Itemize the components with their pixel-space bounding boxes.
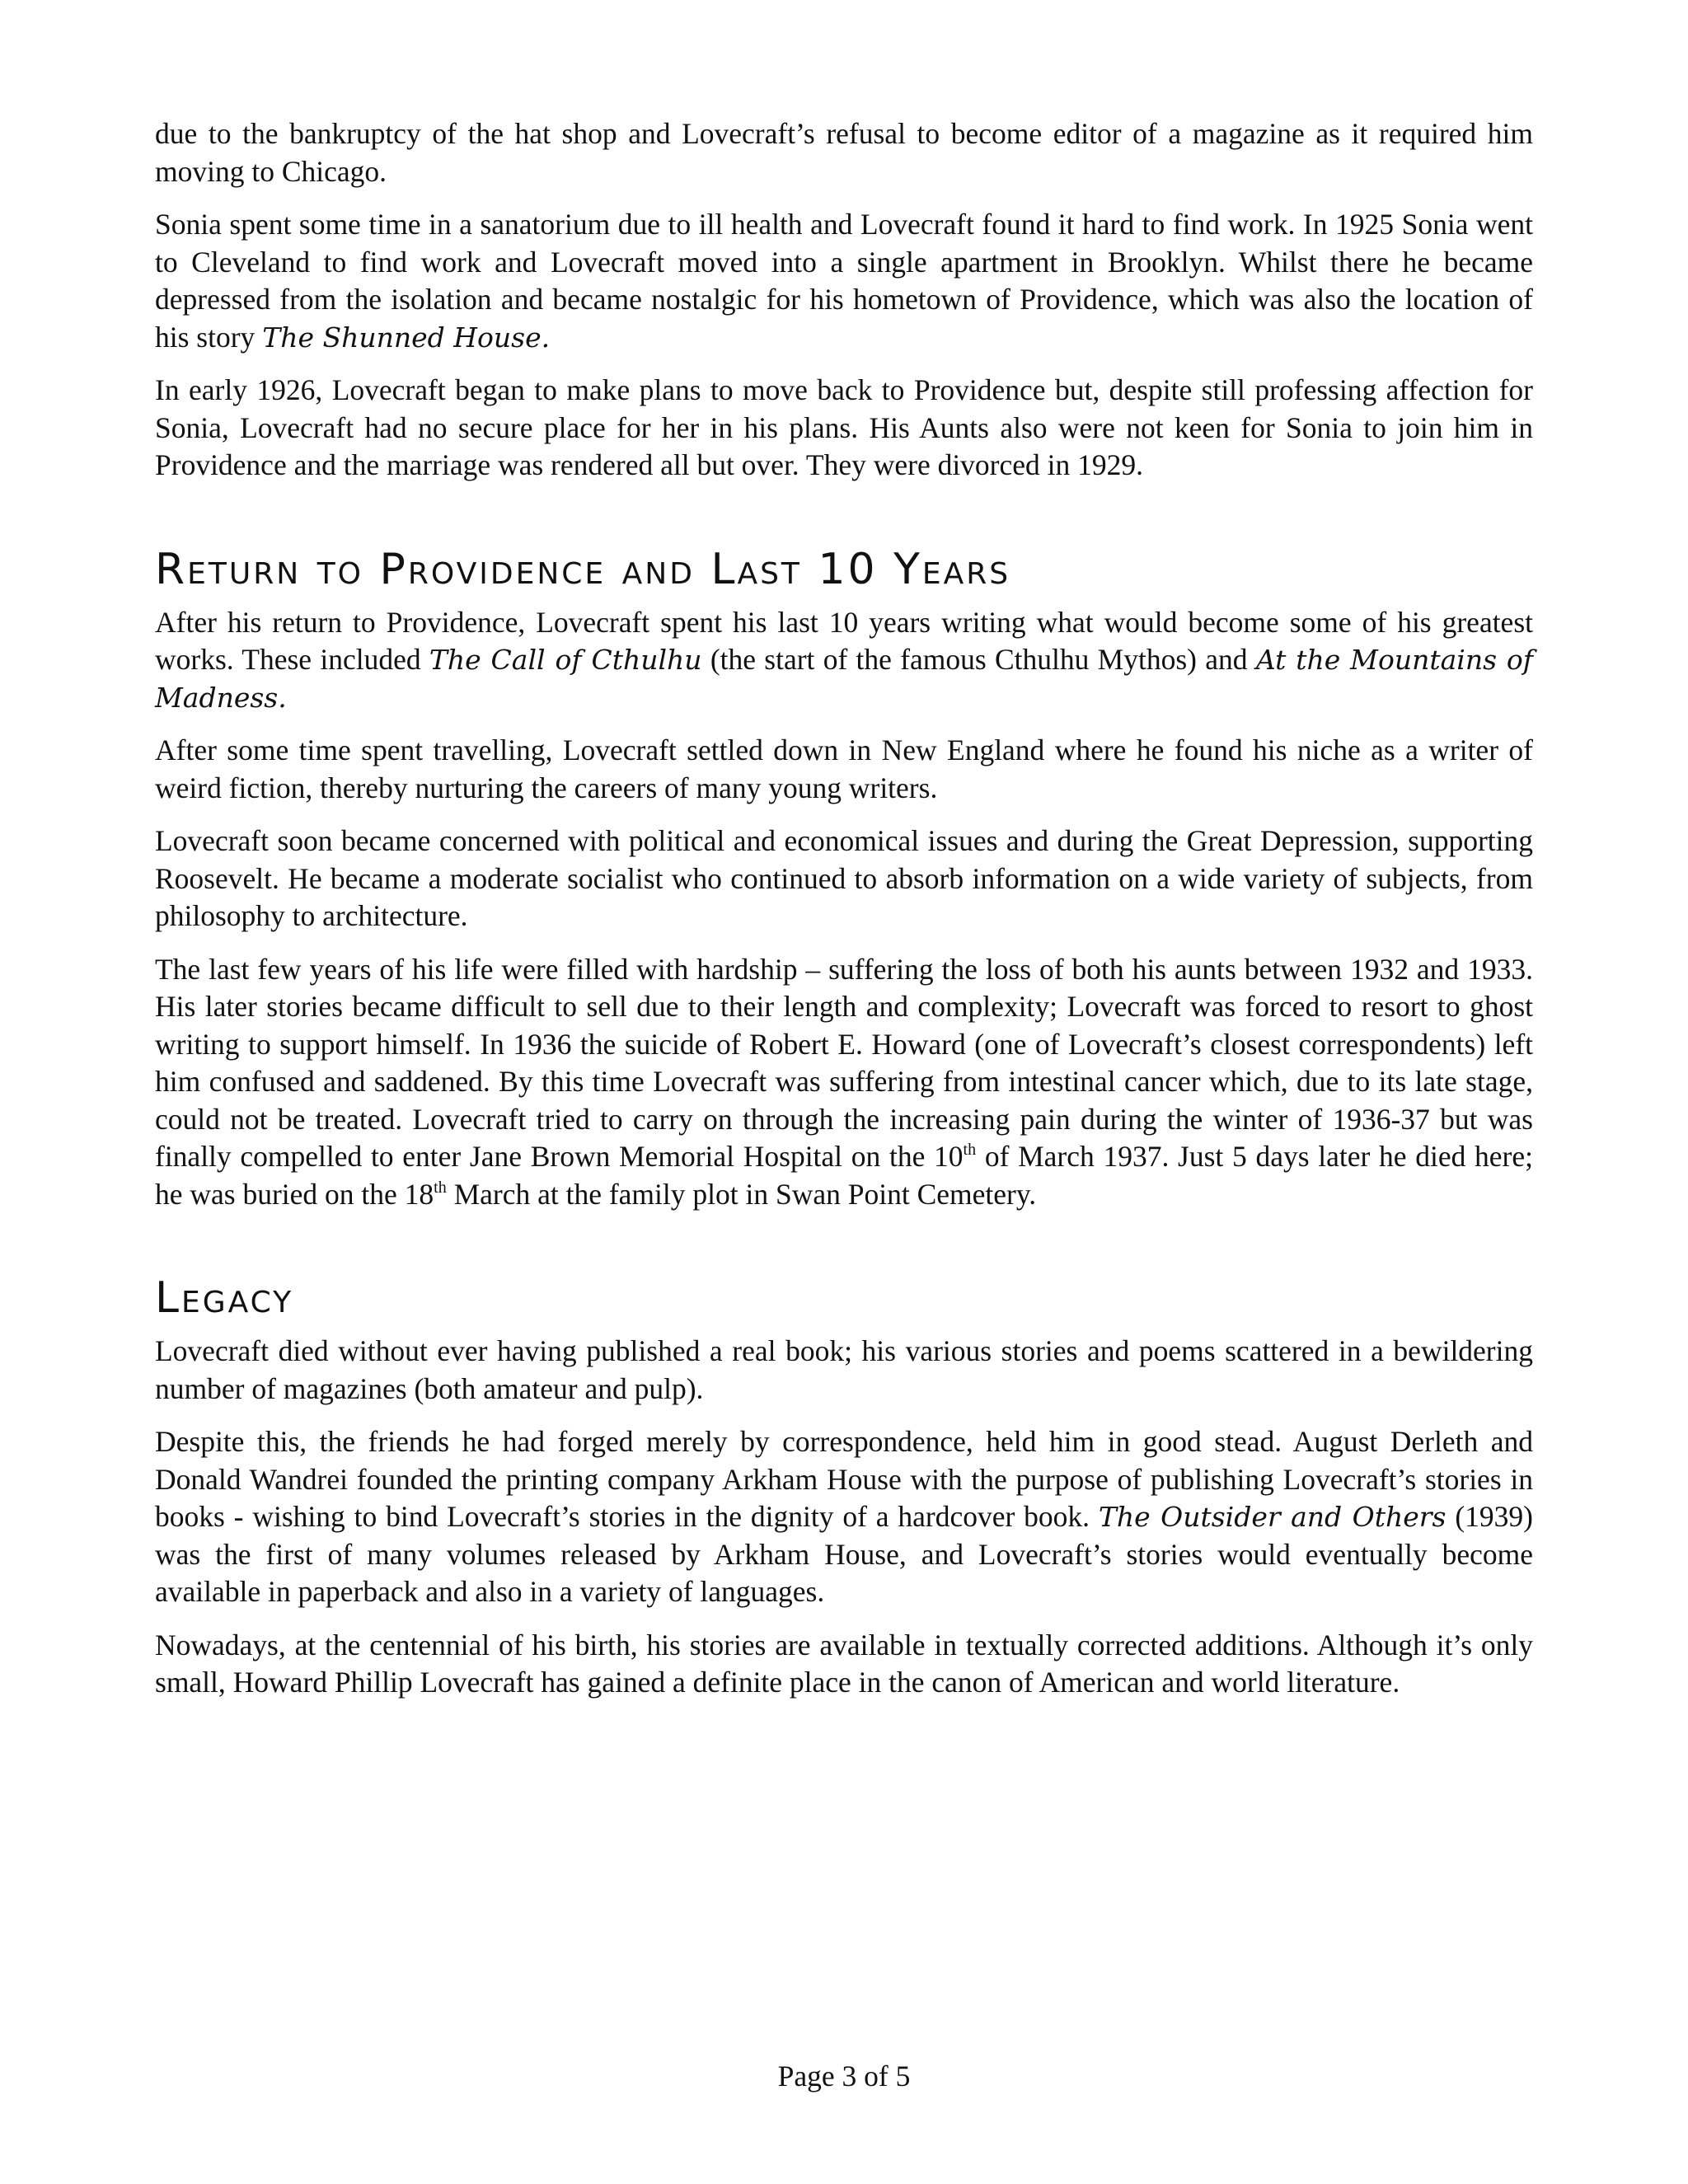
return-paragraph-3: Lovecraft soon became concerned with political and economical issues and during the Great Depression, supporting Roosevelt. He became a moderate socialist who continued to absorb information on a wide variety of subjects, from philosophy to architecture.: [155, 824, 1533, 932]
return-paragraph-2: After some time spent travelling, Lovecraft settled down in New England where he found his niche as a writer of weird fiction, thereby nurturing the careers of many young writers.: [155, 733, 1533, 804]
section-heading-return-to-providence: Return to Providence and Last 10 Years: [155, 544, 1011, 594]
intro-paragraph-3: In early 1926, Lovecraft began to make plans to move back to Providence but, despite still professing affection for Sonia, Lovecraft had no secure place for her in his plans. His Aunts also were not keen for Sonia to join him in Providence and the marriage was rendered all but over. They were divorced in 1929.: [155, 373, 1533, 481]
legacy-paragraph-2-text-a: Despite this, the friends he had forged merely by correspondence, held him in good stead. August Derleth and Donald Wandrei founded the printing company Arkham House with the purpose of publishing Lovecraft’s stories in books - wishing to bind Lovecraft’s stories in the dignity of a hardcover book.: [155, 1425, 1533, 1533]
return-paragraph-4-text-a: The last few years of his life were filled with hardship – suffering the loss of both his aunts between 1932 and 1933. His later stories became difficult to sell due to their length and complexity; Lovecraft was forced to resort to ghost writing to support himself. In 1936 the suicide of Robert E. Howard (one of Lovecraft’s closest correspondents) left him confused and saddened. By this time Lovecraft was suffering from intestinal cancer which, due to its late stage, could not be treated. Lovecraft tried to carry on through the increasing pain during the winter of 1936-37 but was finally compelled to enter Jane Brown Memorial Hospital on the 10: [155, 952, 1533, 1173]
legacy-paragraph-2-text-b: (1939) was the first of many volumes released by Arkham House, and Lovecraft’s stories would eventually become available in paperback and also in a variety of languages.: [155, 1500, 1533, 1608]
return-paragraph-1: [155, 604, 1533, 717]
story-title-shunned-house: The Shunned House.: [262, 321, 551, 354]
intro-paragraph-2-text: Sonia spent some time in a sanatorium due to ill health and Lovecraft found it hard to find work. In 1925 Sonia went to Cleveland to find work and Lovecraft moved into a single apartment in Brooklyn. Whilst there he became depressed from the isolation and became nostalgic for his hometown of Providence, which was also the location of his story: [155, 208, 1533, 354]
return-paragraph-1-text-a: After his return to Providence, Lovecraft spent his last 10 years writing what would become some of his greatest works. These included: [155, 605, 1533, 676]
book-title-outsider-and-others: The Outsider and Others: [1098, 1501, 1447, 1533]
legacy-paragraph-3: Nowadays, at the centennial of his birth, his stories are available in textually corrected additions. Although it’s only small, Howard Phillip Lovecraft has gained a definite place in the canon of American and world literature.: [155, 1628, 1533, 1699]
return-paragraph-1-text-b: (the start of the famous Cthulhu Mythos) and: [701, 643, 1256, 676]
section-heading-legacy: Legacy: [155, 1273, 294, 1323]
legacy-paragraph-2: [155, 1423, 1533, 1611]
story-title-call-of-cthulhu: The Call of Cthulhu: [429, 644, 702, 676]
return-paragraph-4-text-b: of March 1937. Just 5 days later he died here; he was buried on the 18: [155, 1140, 1533, 1211]
ordinal-suffix-18th: th: [434, 1178, 447, 1197]
intro-paragraph-1: due to the bankruptcy of the hat shop and Lovecraft’s refusal to become editor of a magazine as it required him moving to Chicago.: [155, 117, 1533, 188]
return-paragraph-4-text-c: March at the family plot in Swan Point Cemetery.: [446, 1177, 1037, 1211]
page-number-footer: Page 3 of 5: [777, 2060, 911, 2093]
story-title-mountains-of-madness: At the Mountains of Madness.: [155, 644, 1533, 714]
legacy-paragraph-1: Lovecraft died without ever having published a real book; his various stories and poems scattered in a bewildering number of magazines (both amateur and pulp).: [155, 1334, 1533, 1405]
return-paragraph-4: [155, 951, 1533, 1214]
ordinal-suffix-10th: th: [963, 1141, 977, 1159]
document-page: [155, 115, 1533, 1718]
intro-paragraph-2: [155, 206, 1533, 356]
